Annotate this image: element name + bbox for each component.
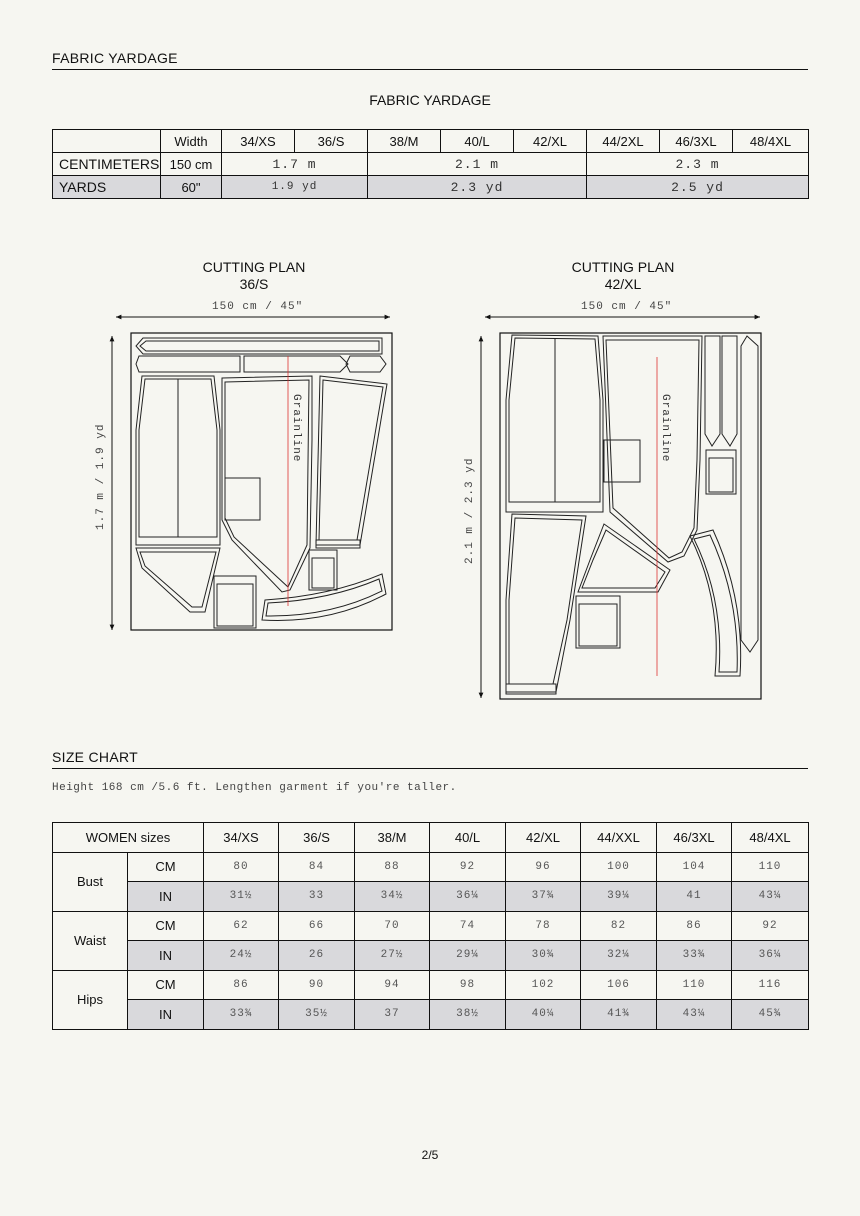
measure-cell: 84 [279,852,355,882]
measure-cell: 36¼ [732,941,809,971]
row-label-centimeters: CENTIMETERS [53,153,161,176]
measure-cell: 43¼ [732,882,809,912]
yardage-header-cell: 48/4XL [733,130,809,153]
waist-in-row [53,941,809,971]
yardage-value: 2.1 m [368,153,587,176]
measure-cell: 33¾ [204,1000,279,1030]
bust-cm-row [53,852,809,882]
measure-cell: 33¾ [657,941,732,971]
measure-cell: 62 [204,911,279,941]
yardage-table-title: FABRIC YARDAGE [369,92,491,108]
pocket-piece [225,478,260,520]
measure-cell: 86 [204,970,279,1000]
hips-cm-row [53,970,809,1000]
yardage-header-cell: 38/M [368,130,441,153]
size-header-cell: 40/L [430,823,506,853]
measure-cell: 86 [657,911,732,941]
measure-cell: 92 [732,911,809,941]
measure-cell: 82 [581,911,657,941]
measure-cell: 32¼ [581,941,657,971]
grainline-label-right: Grainline [659,394,671,463]
measure-cell: 26 [279,941,355,971]
measure-cell: 24½ [204,941,279,971]
pattern-piece-strip [705,336,720,446]
measure-cell: 37¾ [506,882,581,912]
unit-in: IN [128,882,204,912]
yardage-header-cell: 46/3XL [660,130,733,153]
size-header-cell: 36/S [279,823,355,853]
bust-in-row [53,882,809,912]
measure-cell: 36¼ [430,882,506,912]
pocket-piece [604,440,640,482]
pattern-piece-leg [316,376,387,545]
measure-cell: 74 [430,911,506,941]
yardage-value: 2.3 m [587,153,809,176]
yardage-header-cell: 36/S [295,130,368,153]
plan-size-text: 42/XL [604,276,642,292]
pattern-piece-waistband [136,338,382,354]
measure-cell: 41 [657,882,732,912]
size-header-cell: 42/XL [506,823,581,853]
left-length-label: 1.7 m / 1.9 yd [95,423,107,530]
unit-in: IN [128,1000,204,1030]
section-title-fabric-yardage: FABRIC YARDAGE [52,50,808,70]
grainline-label-left: Grainline [290,394,302,463]
plan-title-text: CUTTING PLAN [202,259,306,275]
size-chart-header-row [53,823,809,853]
yardage-value: 1.7 m [222,153,368,176]
measure-cell: 38½ [430,1000,506,1030]
measure-cell: 45¾ [732,1000,809,1030]
measure-cell: 104 [657,852,732,882]
section-title-size-chart: SIZE CHART [52,749,808,769]
pattern-piece-back [136,548,220,612]
measure-cell: 78 [506,911,581,941]
yardage-header-cell: 42/XL [514,130,587,153]
cutting-plan-right [481,317,761,699]
size-chart-table [52,822,809,1030]
measure-cell: 98 [430,970,506,1000]
measure-cell: 37 [355,1000,430,1030]
unit-cm: CM [128,852,204,882]
row-label-yards: YARDS [53,176,161,199]
pattern-piece-strip [136,356,240,372]
left-width-label: 150 cm / 45" [212,301,304,313]
unit-cm: CM [128,970,204,1000]
right-length-label: 2.1 m / 2.3 yd [464,457,476,564]
yardage-header-cell: 34/XS [222,130,295,153]
pattern-piece-strip [741,336,758,652]
hips-in-row [53,1000,809,1030]
measure-cell: 40¼ [506,1000,581,1030]
right-width-label: 150 cm / 45" [581,301,673,313]
size-header-cell: 46/3XL [657,823,732,853]
width-cell: 60" [161,176,222,199]
measure-cell: 29¼ [430,941,506,971]
measure-cell: 96 [506,852,581,882]
width-cell: 150 cm [161,153,222,176]
measure-cell: 92 [430,852,506,882]
measure-cell: 41¾ [581,1000,657,1030]
yardage-header-cell: 44/2XL [587,130,660,153]
measure-cell: 102 [506,970,581,1000]
plan-title-text: CUTTING PLAN [571,259,675,275]
measure-cell: 31½ [204,882,279,912]
measure-cell: 43¼ [657,1000,732,1030]
measure-cell: 27½ [355,941,430,971]
measure-cell: 80 [204,852,279,882]
size-header-cell: 44/XXL [581,823,657,853]
pattern-piece-leg [506,514,586,692]
measure-cell: 39¼ [581,882,657,912]
pattern-piece-front [603,336,702,562]
unit-cm: CM [128,911,204,941]
measure-cell: 30¾ [506,941,581,971]
size-header-cell: 34/XS [204,823,279,853]
size-chart-corner: WOMEN sizes [53,823,204,853]
measure-cell: 66 [279,911,355,941]
waist-cm-row [53,911,809,941]
measure-label-hips: Hips [53,970,128,1029]
measure-cell: 88 [355,852,430,882]
height-note: Height 168 cm /5.6 ft. Lengthen garment if you're taller. [52,782,457,794]
pattern-piece-strip [244,356,348,372]
size-header-cell: 38/M [355,823,430,853]
yardage-value: 2.3 yd [368,176,587,199]
measure-cell: 94 [355,970,430,1000]
pattern-piece-pocket [309,550,337,590]
plan-size-text: 36/S [239,276,269,292]
measure-cell: 116 [732,970,809,1000]
yardage-value: 1.9 yd [222,176,368,199]
measure-cell: 100 [581,852,657,882]
measure-cell: 70 [355,911,430,941]
pattern-piece-strip [346,356,386,372]
pattern-piece-pocket [706,450,736,494]
cutting-plan-left [112,317,392,630]
yardage-header-cell: Width [161,130,222,153]
measure-cell: 110 [657,970,732,1000]
pattern-piece-strip [722,336,737,446]
yardage-value: 2.5 yd [587,176,809,199]
measure-cell: 34½ [355,882,430,912]
measure-label-bust: Bust [53,852,128,911]
unit-in: IN [128,941,204,971]
page-number: 2/5 [421,1148,439,1162]
measure-cell: 33 [279,882,355,912]
measure-cell: 110 [732,852,809,882]
size-header-cell: 48/4XL [732,823,809,853]
measure-cell: 90 [279,970,355,1000]
pattern-piece-back [578,524,670,592]
measure-cell: 106 [581,970,657,1000]
measure-label-waist: Waist [53,911,128,970]
measure-cell: 35½ [279,1000,355,1030]
yardage-header-cell: 40/L [441,130,514,153]
